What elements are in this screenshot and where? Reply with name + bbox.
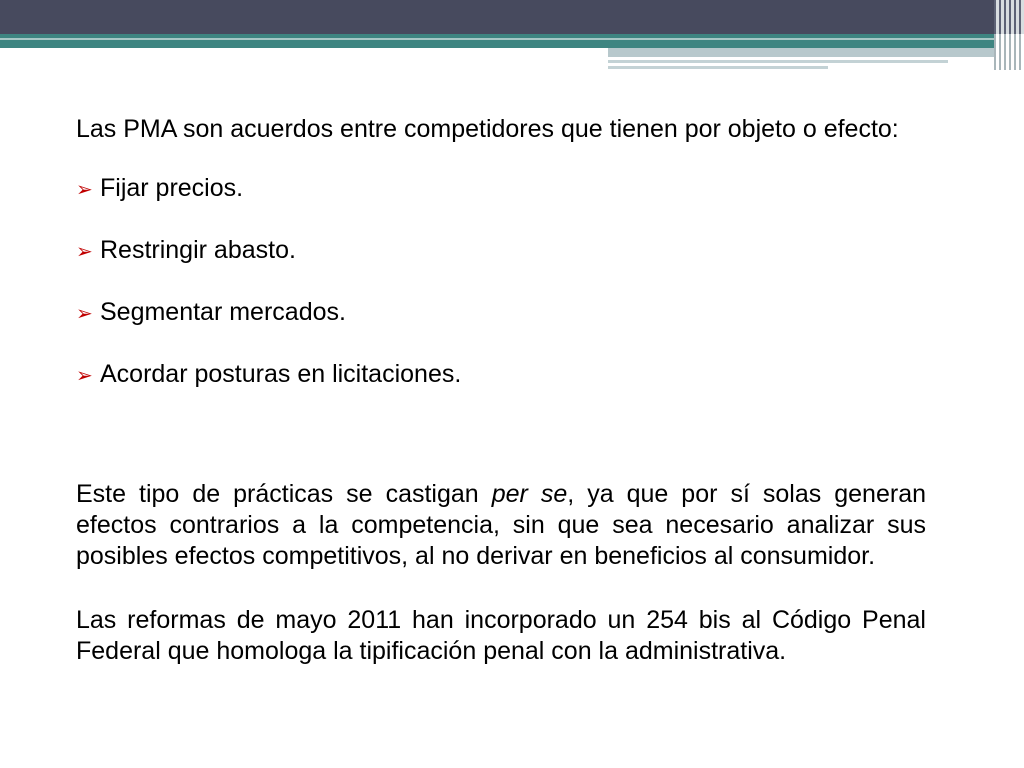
spacer bbox=[76, 572, 926, 605]
arrow-bullet-icon: ➢ bbox=[76, 365, 93, 387]
bullet-item bbox=[76, 359, 926, 392]
bullet-item bbox=[76, 297, 926, 330]
per-se-paragraph-start: Este tipo de prácticas se castigan bbox=[76, 480, 492, 508]
corner-stripes-top bbox=[994, 0, 1024, 34]
header-dark-band bbox=[0, 0, 1024, 34]
header-thin-line bbox=[608, 60, 948, 63]
slide-body bbox=[76, 114, 926, 667]
header-highlight-line bbox=[0, 38, 1024, 40]
bullet-label: Acordar posturas en licitaciones. bbox=[100, 360, 462, 388]
arrow-bullet-icon: ➢ bbox=[76, 179, 93, 201]
spacer bbox=[76, 421, 926, 479]
intro-paragraph: Las PMA son acuerdos entre competidores que tienen por objeto o efecto: bbox=[76, 115, 899, 143]
reform-paragraph: Las reformas de mayo 2011 han incorporado un 254 bis al Código Penal Federal que homologa la tipificación penal con la administrativa. bbox=[76, 606, 926, 665]
header-light-band bbox=[608, 48, 1000, 57]
header-teal-band bbox=[0, 34, 1024, 48]
per-se-paragraph bbox=[76, 479, 926, 572]
per-se-paragraph-end: , ya que por sí solas generan efectos contrarios a la competencia, sin que sea necesario analizar sus posibles efectos competitivos, al no derivar en beneficios al consumidor. bbox=[76, 480, 926, 570]
bullet-item bbox=[76, 173, 926, 206]
header-thin-line-short bbox=[608, 66, 828, 69]
arrow-bullet-icon: ➢ bbox=[76, 303, 93, 325]
bullet-label: Restringir abasto. bbox=[100, 236, 296, 264]
bullet-label: Fijar precios. bbox=[100, 174, 244, 202]
per-se-emphasis: per se bbox=[491, 480, 568, 508]
bullet-item bbox=[76, 235, 926, 268]
arrow-bullet-icon: ➢ bbox=[76, 241, 93, 263]
bullet-label: Segmentar mercados. bbox=[100, 298, 346, 326]
